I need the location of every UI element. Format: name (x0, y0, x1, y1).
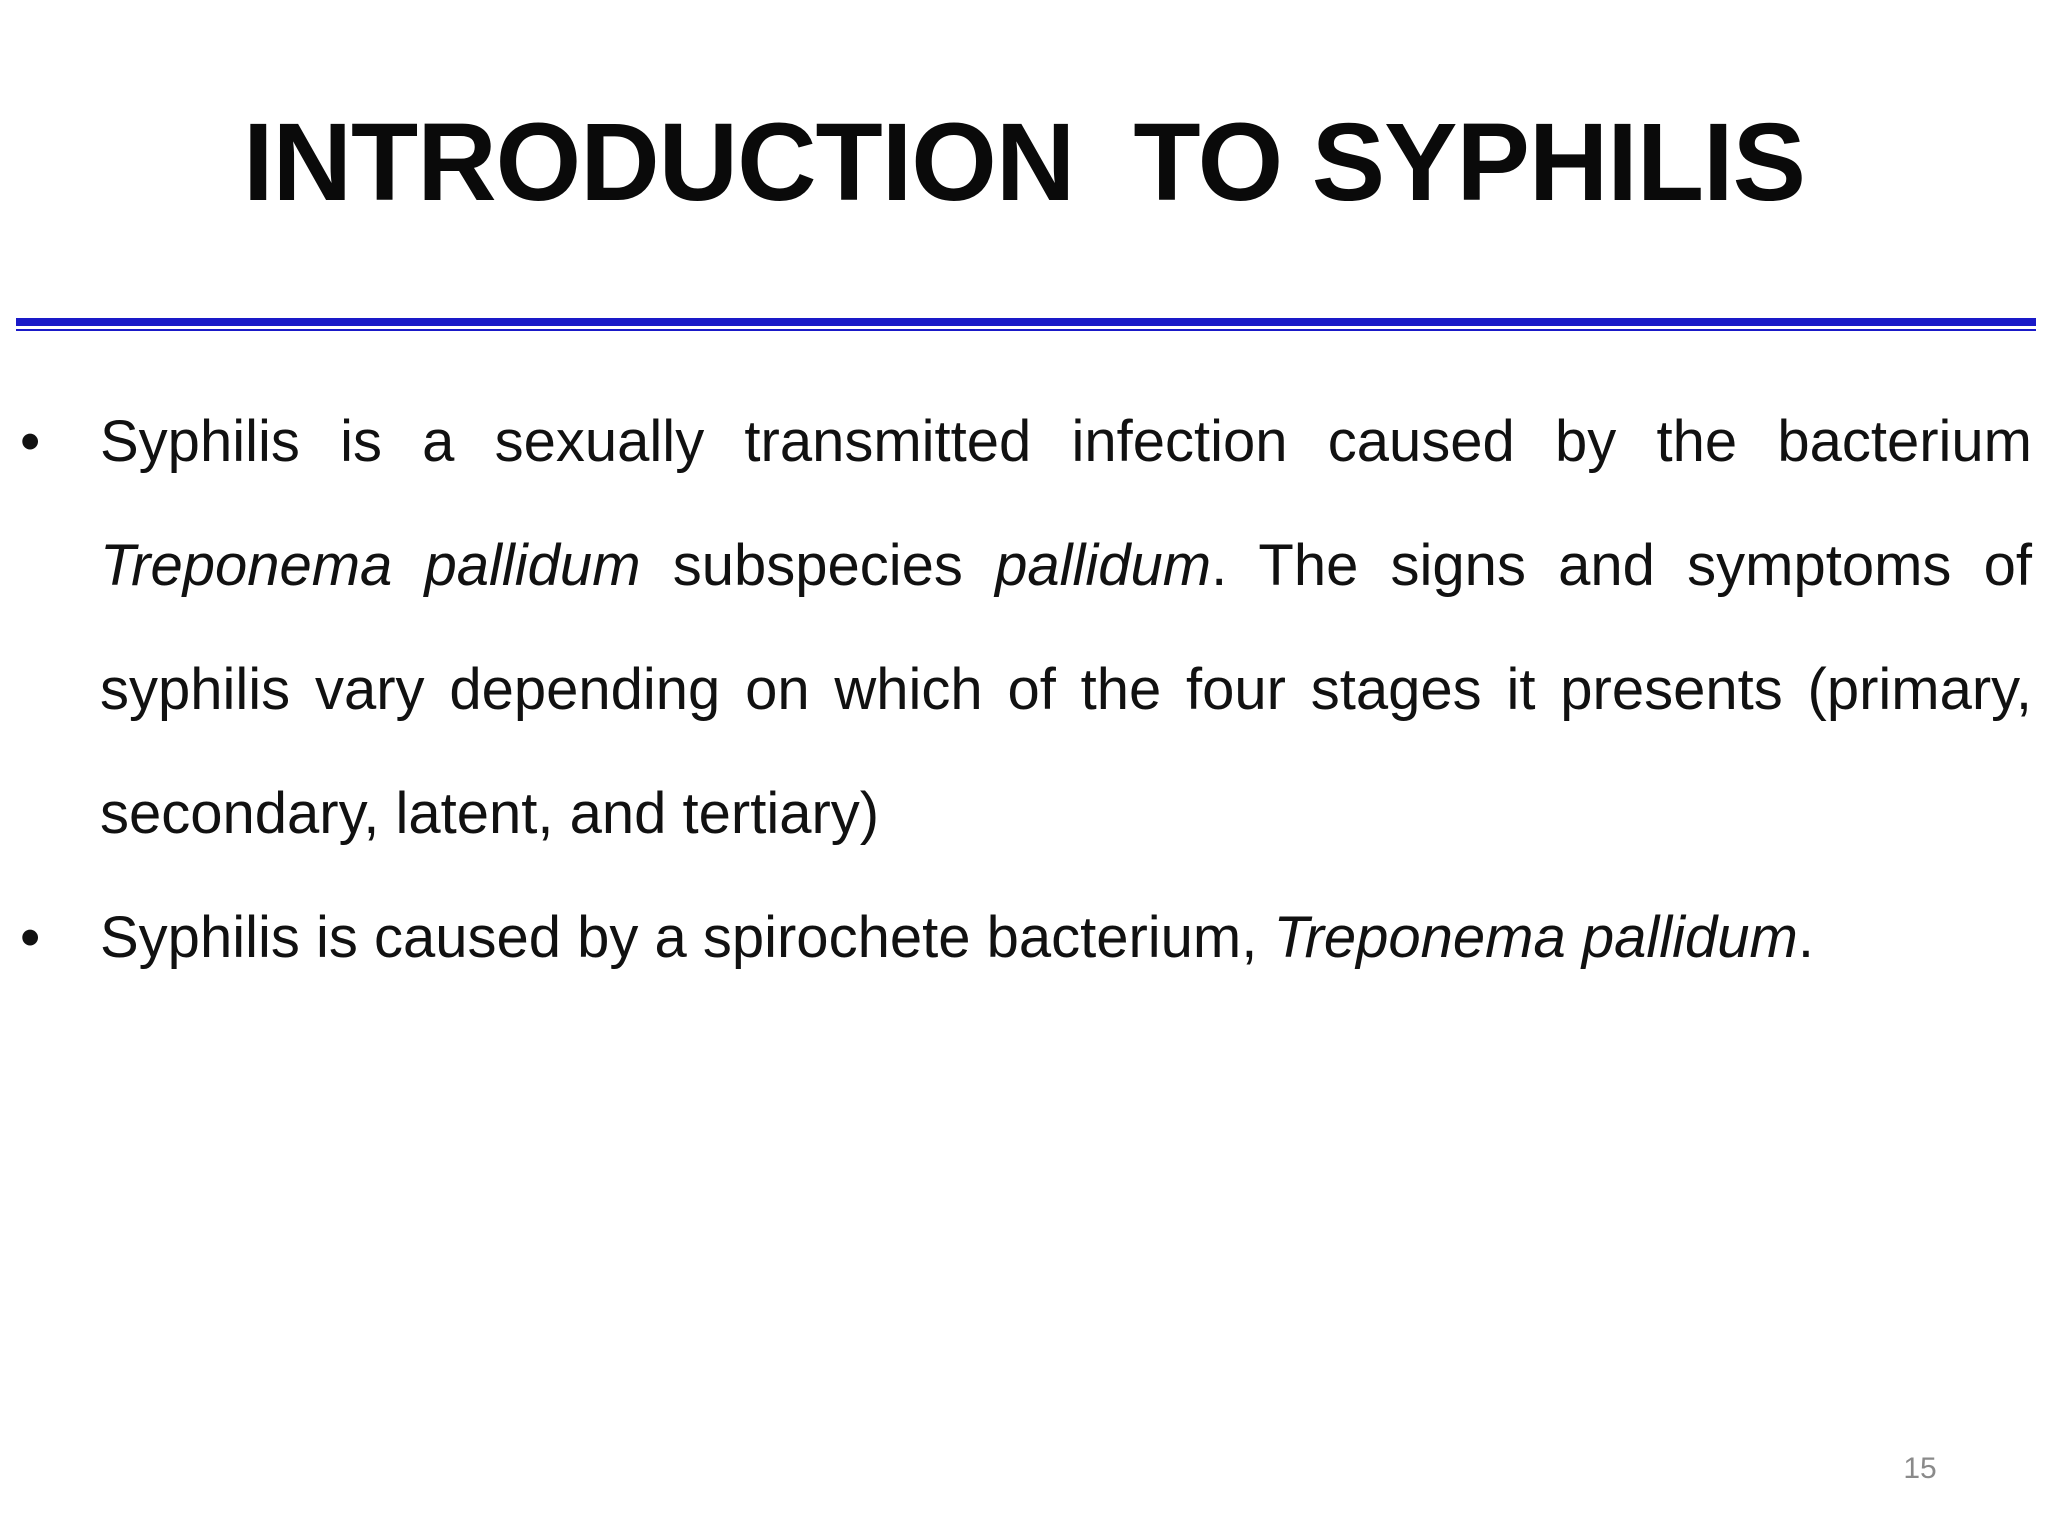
bullet-text-segment: subspecies (640, 533, 996, 598)
bullet-dot-icon: • (20, 409, 41, 474)
slide-title: INTRODUCTION TO SYPHILIS (243, 101, 1805, 224)
bullet-list (20, 380, 2032, 1000)
bullet-text-segment: Syphilis is caused by a spirochete bacterium, (100, 905, 1274, 970)
page-number: 15 (1903, 1452, 1937, 1485)
bullet-text-segment: . The signs and symptoms of syphilis vary depending on which of the four stages it presents (primary, secondary, latent, and tertiary) (100, 533, 2032, 846)
title-divider-thick-line (16, 318, 2036, 326)
bullet-text-italic-segment: Treponema pallidum (1273, 905, 1798, 970)
bullet-item (20, 876, 2032, 1000)
title-divider-thin-line (16, 329, 2036, 331)
bullet-text-italic-segment: Treponema pallidum (100, 533, 641, 598)
bullet-dot-icon: • (20, 905, 41, 970)
title-divider (16, 318, 2036, 331)
bullet-text-italic-segment: pallidum (995, 533, 1212, 598)
bullet-text-segment: . (1797, 905, 1814, 970)
bullet-text-segment: Syphilis is a sexually transmitted infection caused by the bacterium (100, 409, 2032, 474)
bullet-item (20, 380, 2032, 876)
